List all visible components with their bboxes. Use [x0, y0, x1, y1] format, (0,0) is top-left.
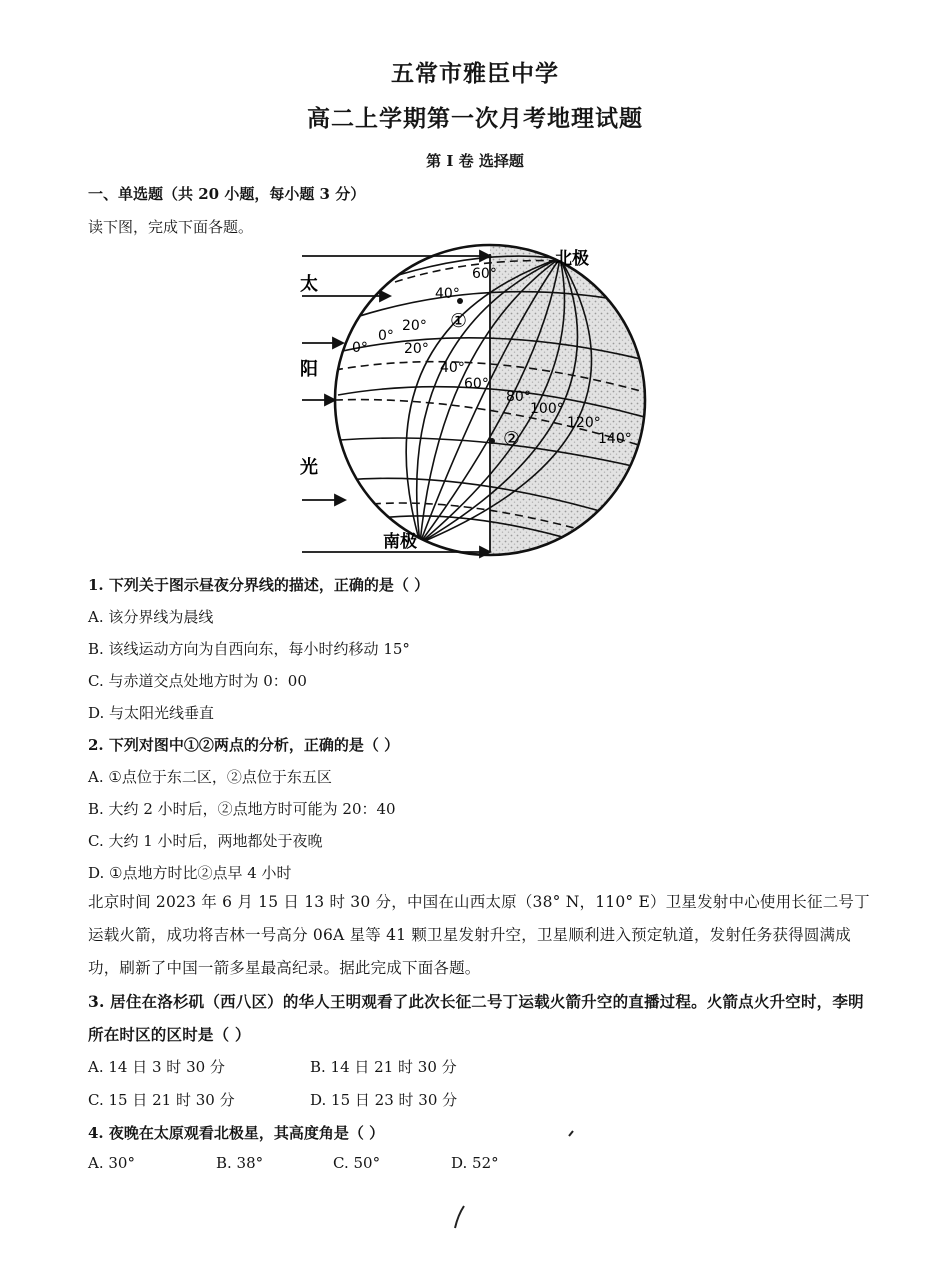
exam-title: 高二上学期第一次月考地理试题	[307, 106, 643, 132]
q1-option-d: D. 与太阳光线垂直	[88, 704, 215, 722]
north-pole-label: 北极	[555, 249, 589, 269]
q3-option-d: D. 15 日 23 时 30 分	[310, 1091, 458, 1109]
q3-option-c: C. 15 日 21 时 30 分	[88, 1091, 235, 1109]
lat60-top-label: 60°	[472, 266, 497, 282]
south-pole-label: 南极	[383, 532, 417, 552]
sun-char-1: 太	[300, 274, 318, 295]
q1-option-a: A. 该分界线为晨线	[88, 608, 214, 626]
q1-option-c: C. 与赤道交点处地方时为 0：00	[88, 672, 307, 690]
q3-option-b: B. 14 日 21 时 30 分	[310, 1058, 457, 1076]
figure-intro: 读下图，完成下面各题。	[88, 218, 254, 236]
q2-option-c: C. 大约 1 小时后，两地都处于夜晚	[88, 832, 323, 850]
lat0-label-b: 0°	[352, 340, 368, 356]
lon140-label: 140°	[598, 431, 632, 447]
point2-dot	[489, 438, 495, 444]
q2-stem: 2. 下列对图中①②两点的分析，正确的是（ ）	[88, 736, 400, 754]
point1-label: ①	[450, 310, 468, 332]
sun-char-3: 光	[300, 457, 318, 478]
passage: 北京时间 2023 年 6 月 15 日 13 时 30 分，中国在山西太原（38° N，110° E）卫星发射中心使用长征二号丁运载火箭，成功将吉林一号高分 06A 星等 41 颗卫星发射升空，卫星顺利进入预定轨道，发射任务获得圆满成功，刷新了中国一箭多星最高纪录。据此完成下面各题。	[88, 893, 870, 977]
lon120-label: 120°	[567, 415, 601, 431]
lat40-bottom-label: 40°	[440, 360, 465, 376]
point2-label: ②	[503, 428, 521, 450]
q4-option-a: A. 30°	[88, 1154, 135, 1172]
lat0-label-a: 0°	[378, 328, 394, 344]
lat20-bottom-label: 20°	[404, 341, 429, 357]
sun-char-2: 阳	[300, 359, 318, 380]
lat20-top-label: 20°	[402, 318, 427, 334]
lon80-label: 80°	[506, 389, 531, 405]
q4-stem: 4. 夜晚在太原观看北极星，其高度角是（ ）	[88, 1124, 385, 1142]
section-title: 第 I 卷 选择题	[426, 152, 524, 170]
q4-option-c: C. 50°	[333, 1154, 381, 1172]
q1-option-b: B. 该线运动方向为自西向东，每小时约移动 15°	[88, 640, 410, 658]
lon100-label: 100°	[530, 401, 564, 417]
q3-option-a: A. 14 日 3 时 30 分	[88, 1058, 225, 1076]
lat60-bottom-label: 60°	[464, 376, 489, 392]
lat40-top-label: 40°	[435, 286, 460, 302]
sunlight-arrows	[302, 251, 490, 557]
q3-stem: 3. 居住在洛杉矶（西八区）的华人王明观看了此次长征二号丁运载火箭升空的直播过程。火箭点火升空时，李明所在时区的区时是（ ）	[88, 992, 864, 1044]
q2-option-b: B. 大约 2 小时后，②点地方时可能为 20：40	[88, 800, 396, 818]
q1-stem: 1. 下列关于图示昼夜分界线的描述，正确的是（ ）	[88, 576, 430, 594]
school-name: 五常市雅臣中学	[391, 61, 559, 87]
q4-option-b: B. 38°	[216, 1154, 264, 1172]
q2-option-d: D. ①点地方时比②点早 4 小时	[88, 864, 292, 882]
q2-option-a: A. ①点位于东二区，②点位于东五区	[88, 768, 332, 786]
q4-option-d: D. 52°	[451, 1154, 499, 1172]
part1-heading: 一、单选题（共 20 小题，每小题 3 分）	[88, 185, 366, 203]
